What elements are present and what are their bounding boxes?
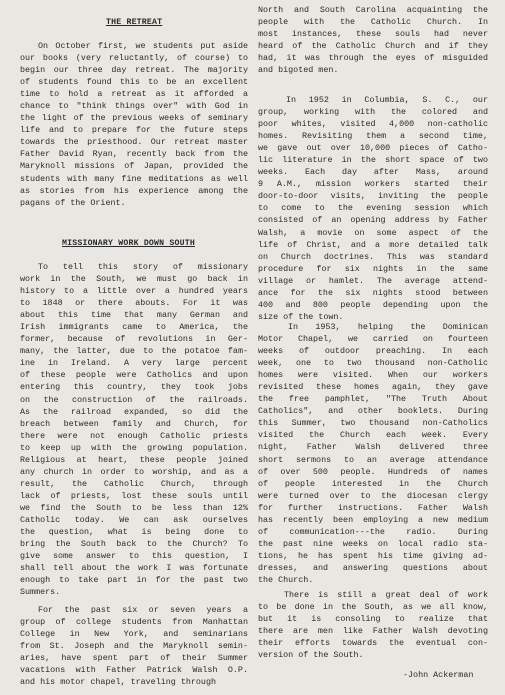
text-line: life and to prepare for the future steps xyxy=(20,125,248,136)
text-line: of people interested in the Church xyxy=(258,478,488,489)
text-line: night, Father Walsh delivered three xyxy=(258,442,488,453)
text-line: bring the South back to the Church? To xyxy=(20,539,248,550)
text-line: to keep up with the growing population. xyxy=(20,442,248,453)
text-line: the past nine weeks on local radio sta- xyxy=(258,538,488,549)
text-line: of these people were Catholics and upon xyxy=(20,370,248,381)
text-line: to come to the evening session which xyxy=(258,203,488,214)
text-line: version of the South. xyxy=(258,650,364,661)
text-line: Irish immigrants came to America, the xyxy=(20,322,248,333)
text-line: time to hold a retreat as it afforded a xyxy=(20,89,248,100)
text-line: For the past six or seven years a xyxy=(38,605,248,615)
text-line: aries, have spent part of their Summer xyxy=(20,653,248,664)
text-line: procedure for six nights in the same xyxy=(258,263,488,274)
text-line: to be done in the South, as we all know, xyxy=(258,602,488,613)
text-line: lack of priests, lost these souls until xyxy=(20,490,248,501)
text-line: College in New York, and seminarians xyxy=(20,629,248,640)
text-line: to 1848 or there abouts. For it was xyxy=(20,298,248,309)
text-line: vacations with Father Patrick Walsh O.P. xyxy=(20,665,248,676)
text-line: As the railroad expanded, so did the xyxy=(20,406,248,417)
text-line: on Church doctrines. This was standard xyxy=(258,251,488,262)
text-line: short sermons to an average attendance xyxy=(258,454,488,465)
text-line: lic literature in the short space of two xyxy=(258,155,488,166)
text-line: 400 and 800 people depending upon the xyxy=(258,299,488,310)
text-line: In 1952 in Columbia, S. C., our xyxy=(286,95,488,105)
text-line: Maryknoll missions of Japan, provided the xyxy=(20,161,248,172)
text-line: Walsh, a movie on some aspect of the xyxy=(258,227,488,238)
text-line: of students found this to be an excellent xyxy=(20,77,248,88)
missionary-paragraph-1 xyxy=(20,261,248,598)
text-line: homes. Revisiting them a second time, xyxy=(258,131,488,142)
text-line: On October first, we students put aside xyxy=(38,41,248,51)
text-line: visited the Church each week. Every xyxy=(258,430,488,441)
text-line: our books (very reluctantly, of course) to xyxy=(20,53,248,64)
text-line: any church in order to worship, and as a xyxy=(20,466,248,477)
text-line: weeks. Each day after Mass, around xyxy=(258,167,488,178)
text-line: work in the South, we must go back in xyxy=(20,274,248,285)
text-line: heard of the Catholic Church and if they xyxy=(258,41,488,52)
text-line: the free pamphlet, "The Truth About xyxy=(258,394,488,405)
text-line: In 1953, helping the Dominican xyxy=(288,322,488,332)
text-line: entering this country, they took jobs xyxy=(20,382,248,393)
text-line: most instances, these souls had never xyxy=(258,29,488,40)
text-line: history to a little over a hundred years xyxy=(20,286,248,297)
text-line: week, one to two thousand non-Catholic xyxy=(258,358,488,369)
text-line: we find the South to be less than 12% xyxy=(20,502,248,513)
text-line: about this time that many German and xyxy=(20,310,248,321)
retreat-title: THE RETREAT xyxy=(106,18,163,27)
text-line: on the construction of the railroads. xyxy=(20,394,248,405)
text-line: weeks of outdoor preaching. In each xyxy=(258,346,488,357)
missionary-title: MISSIONARY WORK DOWN SOUTH xyxy=(62,239,195,248)
signature-dash: - xyxy=(403,670,409,680)
text-line: enough to take part in for the past two xyxy=(20,575,248,586)
text-line: door-to-door visits, inviting the people xyxy=(258,191,488,202)
text-line: this Summer, two thousand non-Catholics xyxy=(258,418,488,429)
text-line: many, the latter, due to the potatoe fam- xyxy=(20,346,248,357)
text-line: shall tell about the work I was fortunate xyxy=(20,563,248,574)
text-line: Father David Ryan, recently back from the xyxy=(20,149,248,160)
text-line: for further instructions. Father Walsh xyxy=(258,502,488,513)
author-signature xyxy=(403,670,473,680)
retreat-paragraph xyxy=(20,40,248,209)
text-line: village or hamlet. The average attend- xyxy=(258,275,488,286)
text-line: the light of the previous weeks of seminary xyxy=(20,113,248,124)
missionary-paragraph-5 xyxy=(258,321,488,586)
text-line: as stories from his experience among the xyxy=(20,185,248,196)
text-line: begin our three day retreat. The majority xyxy=(20,65,248,76)
text-line: has recently been employing a new medium xyxy=(258,514,488,525)
text-line: homes were visited. When our workers xyxy=(258,370,488,381)
text-line: and bigoted men. xyxy=(258,65,339,76)
text-line: Catholics", and other booklets. During xyxy=(258,406,488,417)
text-line: poor whites, visited 4,000 non-catholic xyxy=(258,119,488,130)
text-line: dresses, and answering questions about xyxy=(258,562,488,573)
text-line: Summers. xyxy=(20,587,61,598)
text-line: their efforts towards the eventual con- xyxy=(258,638,488,649)
text-line: Catholic today. We can ask ourselves xyxy=(20,514,248,525)
text-line: There is still a great deal of work xyxy=(284,590,488,600)
text-line: the Church. xyxy=(258,574,314,585)
missionary-paragraph-3 xyxy=(258,4,488,76)
text-line: result, the Catholic Church, through xyxy=(20,478,248,489)
text-line: chance to "think things over" with God in xyxy=(20,101,248,112)
text-line: towards the priesthood. Our retreat master xyxy=(20,137,248,148)
text-line: give some answer to this question, I xyxy=(20,551,248,562)
text-line: of over 500 people. Hundreds of names xyxy=(258,466,488,477)
text-line: of communication---the radio. During xyxy=(258,526,488,537)
text-line: had, it was through the eyes of misguided xyxy=(258,53,488,64)
text-line: there are men like Father Walsh devoting xyxy=(258,626,488,637)
text-line: and his motor chapel, traveling through xyxy=(20,677,217,688)
text-line: To tell this story of missionary xyxy=(38,262,248,272)
text-line: pagans of the Orient. xyxy=(20,197,126,208)
text-line: size of the town. xyxy=(258,311,344,322)
text-line: the question, what is being done to xyxy=(20,527,248,538)
text-line: people with the Catholic Church. In xyxy=(258,17,488,28)
text-line: ance for the six nights stood between xyxy=(258,287,488,298)
missionary-paragraph-6 xyxy=(258,589,488,661)
text-line: Motor Chapel, we carried on fourteen xyxy=(258,334,488,345)
text-line: ine in Ireland. A very large percent xyxy=(20,358,248,369)
text-line: group of college students from Manhattan xyxy=(20,617,248,628)
text-line: tions, he has spent his time giving ad- xyxy=(258,550,488,561)
text-line: 9 A.M., mission workers started their xyxy=(258,179,488,190)
missionary-paragraph-2 xyxy=(20,604,248,688)
text-line: but it is consoling to realize that xyxy=(258,614,488,625)
text-line: North and South Carolina acquainting the xyxy=(258,5,488,15)
text-line: former, because of revolutions in Ger- xyxy=(20,334,248,345)
text-line: revisited these homes again, they gave xyxy=(258,382,488,393)
missionary-paragraph-4 xyxy=(258,94,488,323)
text-line: students with many fine meditations as well xyxy=(20,173,248,184)
text-line: there were not enough Catholic priests xyxy=(20,430,248,441)
text-line: life of Christ, and a more detailed talk xyxy=(258,239,488,250)
text-line: were turned over to the diocesan clergy xyxy=(258,490,488,501)
signature-name: John Ackerman xyxy=(408,670,474,680)
text-line: Religious at heart, these people joined xyxy=(20,454,248,465)
text-line: from St. Joseph and the Maryknoll semin- xyxy=(20,641,248,652)
text-line: group, working with the colored and xyxy=(258,107,488,118)
text-line: consisted of an opening address by Father xyxy=(258,215,488,226)
text-line: we gave out over 10,000 pieces of Catho- xyxy=(258,143,488,154)
text-line: breach between family and Church, for xyxy=(20,418,248,429)
